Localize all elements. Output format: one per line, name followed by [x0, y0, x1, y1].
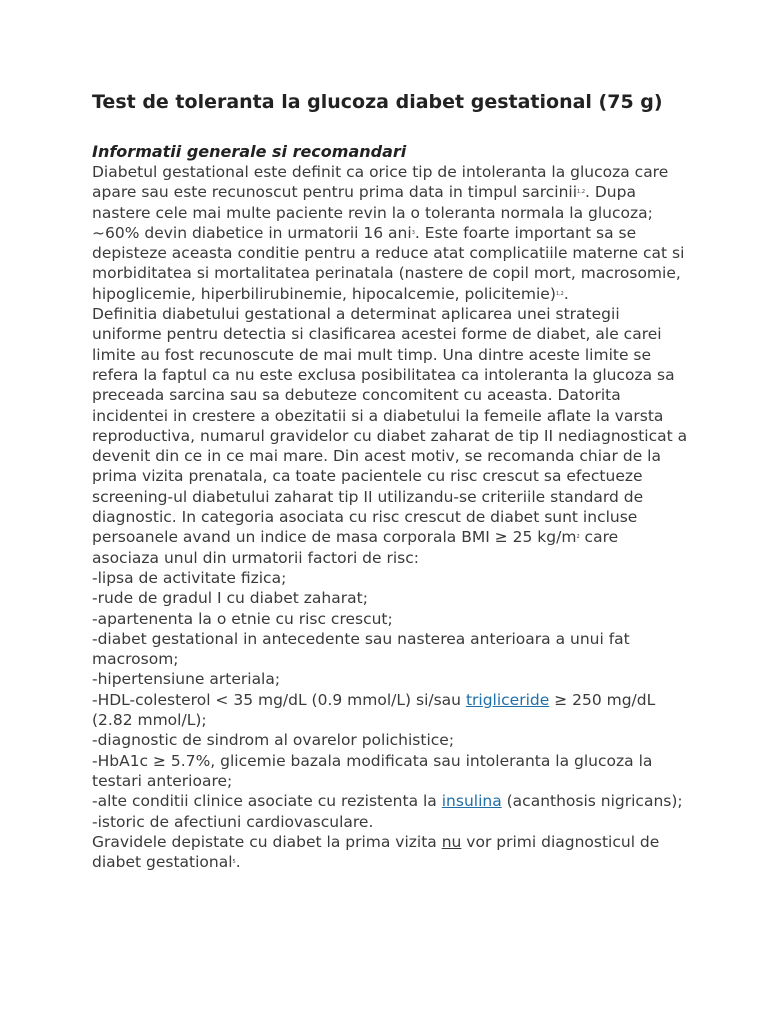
intro-text-4: . — [563, 284, 569, 303]
insulina-link[interactable]: insulina — [441, 792, 502, 811]
list-item-text: -HDL-colesterol < 35 mg/dL (0.9 mmol/L) si/sau — [92, 690, 466, 709]
intro-text-3: . Este foarte important sa se depisteze aceasta conditie pentru a reduce atat complicatiile materne cat si morbiditatea si mortalitatea perinatala (nastere de copil mort, macrosomie, hipoglicemie, hiperbilirubinemie, hipocalcemie, policitemie) — [92, 223, 685, 303]
list-item: -apartenenta la o etnie cu risc crescut; — [92, 609, 393, 628]
list-item: -istoric de afectiuni cardiovasculare. — [92, 812, 374, 831]
list-item-text: (acanthosis nigricans); — [501, 792, 683, 811]
list-item: -diagnostic de sindrom al ovarelor polichistice; — [92, 731, 455, 750]
definition-tail: care asociaza unul din urmatorii factori de risc: — [92, 528, 619, 567]
closing-text: Gravidele depistate cu diabet la prima vizita — [92, 832, 442, 851]
reference-marker: 3 — [411, 229, 415, 236]
list-item: -diabet gestational in antecedente sau nasterea anterioara a unui fat macrosom; — [92, 629, 630, 669]
intro-text-1: Diabetul gestational este definit ca orice tip de intoleranta la glucoza care apare sau este recunoscut pentru prima data in timpul sarcinii — [92, 163, 669, 202]
closing-text: vor primi diagnosticul de diabet gestational — [92, 832, 660, 872]
list-item: -HbA1c ≥ 5.7%, glicemie bazala modificata sau intoleranta la glucoza la testari anterioare; — [92, 751, 653, 790]
section-heading: Informatii generale si recomandari — [92, 142, 407, 161]
list-item-text: -alte conditii clinice asociate cu rezistenta la — [92, 792, 442, 811]
reference-marker: 5 — [232, 859, 236, 866]
document-title: Test de toleranta la glucoza diabet gestational (75 g) — [92, 91, 663, 113]
reference-marker: 1,2 — [577, 189, 585, 196]
list-item — [92, 791, 688, 811]
list-item — [92, 690, 688, 731]
list-item: -lipsa de activitate fizica; — [92, 568, 287, 587]
definition-text: Definitia diabetului gestational a determinat aplicarea unei strategii uniforme pentru detectia si clasificarea acestei forme de diabet, ale carei limite au fost recunoscute de mai mult timp. Una dintre aceste limite se refera la faptul ca nu este exclusa posibilitatea ca intoleranta la glucoza sa preceada sarcina sau sa debuteze concomitent cu aceasta. Datorita incidentei in crestere a obezitatii si a diabetului la femeile aflate la varsta reproductiva, numarul gravidelor cu diabet zaharat de tip II nediagnosticat a devenit din ce in ce mai mare. Din acest motiv, se recomanda chiar de la prima vizita prenatala, ca toate pacientele cu risc crescut sa efectueze screening-ul diabetului zaharat tip II utilizandu-se criteriile standard de diagnostic. In categoria asociata cu risc crescut de diabet sunt incluse persoanele avand un indice de masa corporala BMI ≥ 25 kg/m — [92, 305, 688, 547]
intro-paragraph — [92, 162, 688, 304]
trigliceride-link[interactable]: trigliceride — [465, 690, 550, 709]
closing-end: . — [235, 853, 241, 872]
intro-text-2: . Dupa nastere cele mai multe paciente revin la o toleranta normala la glucoza; ~60% devin diabetice in urmatorii 16 ani — [92, 183, 653, 242]
reference-marker: 1,2 — [555, 290, 564, 297]
list-item: -hipertensiune arteriala; — [92, 670, 281, 689]
document-body — [92, 162, 688, 872]
closing-paragraph — [92, 832, 688, 873]
superscript-unit: 2 — [576, 534, 580, 541]
list-item: -rude de gradul I cu diabet zaharat; — [92, 589, 368, 608]
definition-paragraph — [92, 304, 688, 568]
emphasis-underlined: nu — [441, 832, 462, 851]
list-item-text: ≥ 250 mg/dL (2.82 mmol/L); — [92, 690, 656, 730]
